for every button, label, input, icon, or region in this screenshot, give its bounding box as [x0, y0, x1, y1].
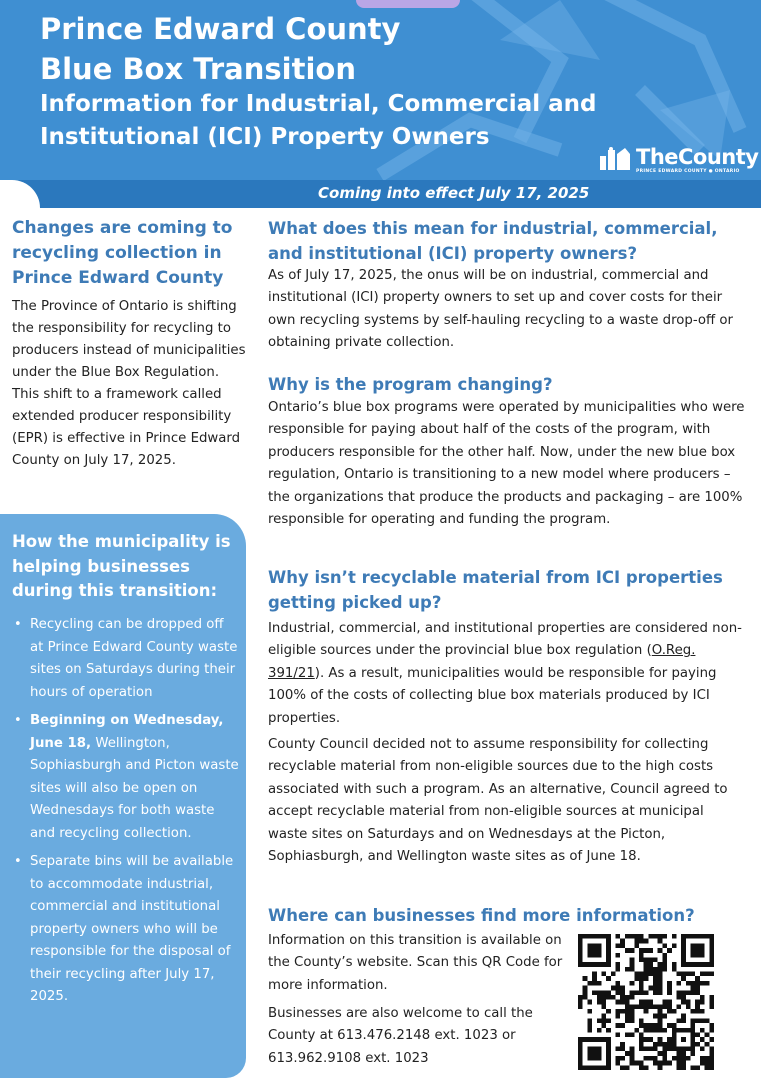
- county-logo: [598, 146, 758, 174]
- band-curve: [0, 180, 40, 208]
- help-item-2-text: Wellington, Sophiasburgh and Picton waste sites will also be open on Wednesdays for both waste and recycling collection.: [30, 735, 239, 841]
- header-banner: [0, 0, 761, 208]
- answer-program-changing: Ontario’s blue box programs were operated by municipalities who were responsible for paying about half of the costs of the program, with producers responsible for the other half. Now, under the new blue box regulation, Ontario is transitioning to a new model where producers – the organizations that produce the products and packaging – are 100% responsible for operating and funding the program.: [268, 400, 745, 528]
- list-item: [12, 710, 240, 845]
- answer-council-decision: County Council decided not to assume responsibility for collecting recyclable material from non-eligible sources due to the high costs associated with such a program. As an alternative, Council agreed to accept recyclable material from non-eligible sources at municipal waste sites on Saturdays and on Wednesdays at the Picton, Sophiasburgh, and Wellington waste sites as of June 18.: [268, 737, 728, 865]
- help-item-1-text: Recycling can be dropped off at Prince Edward County waste sites on Saturdays during their hours of operation: [30, 617, 238, 700]
- page-subtitle-line-2: Institutional (ICI) Property Owners: [40, 124, 490, 150]
- answer-text-before: Industrial, commercial, and institutional properties are considered non-eligible sources under the provincial blue box regulation (: [268, 621, 742, 659]
- effective-date: Coming into effect July 17, 2025: [318, 184, 590, 202]
- page-subtitle-line-1: Information for Industrial, Commercial and: [40, 91, 597, 117]
- answer-text-after: ). As a result, municipalities would be responsible for paying 100% of the costs of collecting blue box materials produced by ICI properties.: [268, 665, 717, 726]
- question-ici-meaning: What does this mean for industrial, commercial, and institutional (ICI) property owners?: [268, 219, 718, 263]
- help-item-3-text: Separate bins will be available to accommodate industrial, commercial and institutional property owners who will be responsible for the disposal of their recycling after July 17, 2025.: [30, 854, 234, 1004]
- question-not-picked-up: Why isn’t recyclable material from ICI properties getting picked up?: [268, 568, 723, 612]
- regulation-link[interactable]: O.Reg. 391/21: [268, 643, 696, 681]
- page-title-line-2: Blue Box Transition: [40, 52, 356, 86]
- county-logo-icon: [598, 146, 632, 172]
- answer-more-info: Information on this transition is available on the County’s website. Scan this QR Code for more information.: [268, 933, 563, 993]
- left-heading: Changes are coming to recycling collection in Prince Edward County: [12, 218, 233, 288]
- logo-tagline: PRINCE EDWARD COUNTY ● ONTARIO: [636, 169, 740, 174]
- left-body-text: The Province of Ontario is shifting the responsibility for recycling to producers instead of municipalities under the Blue Box Regulation. This shift to a framework called extended producer responsibility (EPR) is effective in Prince Edward County on July 17, 2025.: [12, 299, 246, 468]
- question-more-info: Where can businesses find more information?: [268, 906, 695, 925]
- answer-ici-meaning: As of July 17, 2025, the onus will be on industrial, commercial and institutional (ICI) property owners to set up and cover costs for their own recycling systems by self-hauling recycling to a waste drop-off or obtaining private collection.: [268, 268, 734, 351]
- contact-info: Businesses are also welcome to call the County at 613.476.2148 ext. 1023 or 613.962.9108 ext. 1023: [268, 1006, 533, 1066]
- header-tab-decoration: [356, 0, 460, 8]
- logo-name: TheCounty: [636, 145, 759, 169]
- page-title-line-1: Prince Edward County: [40, 12, 401, 46]
- list-item: [12, 614, 240, 704]
- list-item: [12, 851, 240, 1009]
- help-list: [12, 614, 240, 1015]
- question-program-changing: Why is the program changing?: [268, 375, 553, 394]
- help-heading: How the municipality is helping businesses during this transition:: [12, 532, 231, 600]
- answer-not-picked-up: [268, 618, 746, 730]
- qr-code-icon[interactable]: [578, 934, 714, 1070]
- help-item-2-lead: Beginning on Wednesday, June 18,: [30, 713, 224, 751]
